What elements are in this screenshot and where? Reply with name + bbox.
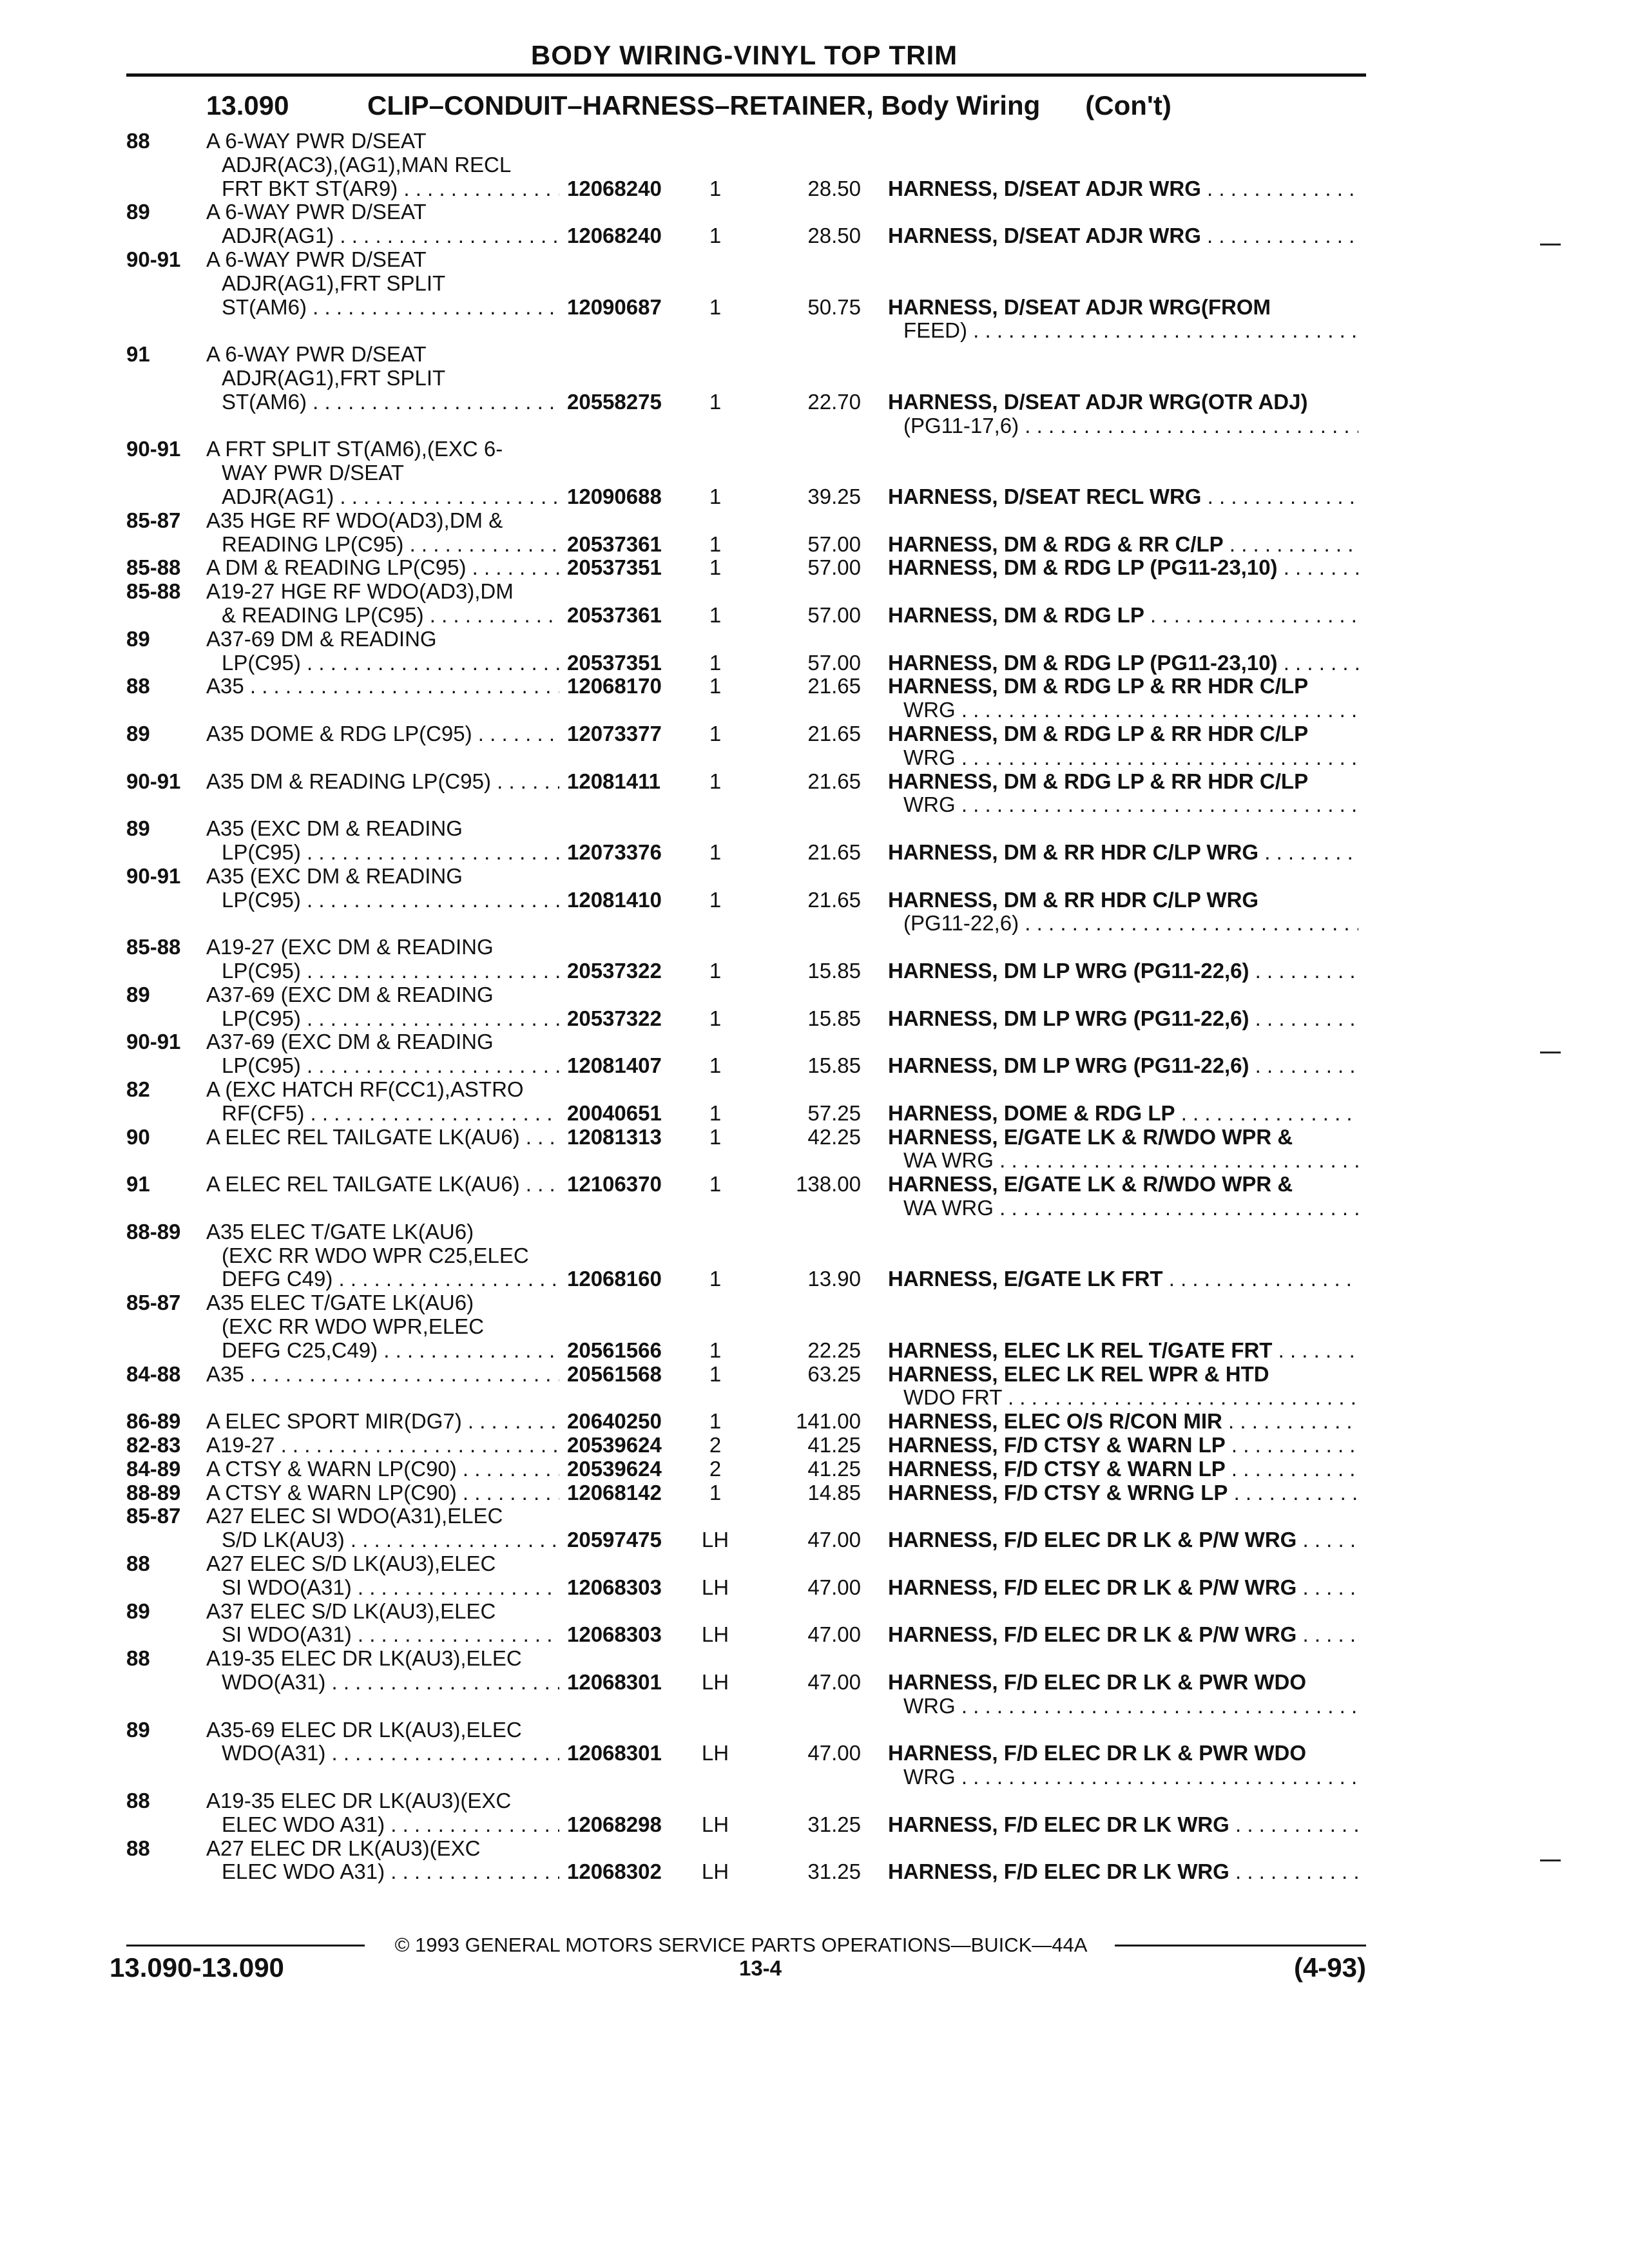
model-year: 86-89: [126, 1409, 181, 1434]
part-number: 12081411: [567, 769, 661, 793]
description-line: A19-35 ELEC DR LK(AU3)(EXC: [206, 1789, 512, 1812]
parts-row: [0, 1030, 1629, 1077]
parts-row: [0, 247, 1629, 343]
model-year: 89: [126, 982, 150, 1006]
description-line: LP(C95) . . .: [222, 1053, 559, 1077]
part-name: HARNESS, F/D CTSY & WARN LP . . .: [888, 1457, 1358, 1481]
parts-row: [0, 1504, 1629, 1552]
quantity: 1: [709, 650, 722, 675]
quantity: 1: [709, 1124, 722, 1149]
part-name: WDO FRT . . .: [903, 1385, 1358, 1409]
model-year: 89: [126, 816, 150, 841]
part-name: HARNESS, DM & RDG LP & RR HDR C/LP: [888, 674, 1309, 698]
price: 21.65: [807, 840, 861, 864]
description-line: A CTSY & WARN LP(C90) . . .: [206, 1481, 559, 1504]
description-line: A35 ELEC T/GATE LK(AU6): [206, 1219, 474, 1244]
parts-row: [0, 1552, 1629, 1599]
price: 41.25: [807, 1456, 861, 1481]
part-name: HARNESS, DM & RDG LP & RR HDR C/LP: [888, 722, 1309, 745]
footer-rule-left: [126, 1945, 365, 1946]
description-line: (EXC RR WDO WPR C25,ELEC: [222, 1243, 529, 1267]
description-line: WAY PWR D/SEAT: [222, 461, 404, 485]
description-line: A35 DM & READING LP(C95) . . .: [206, 769, 559, 793]
price: 141.00: [796, 1409, 861, 1434]
description-line: S/D LK(AU3) . . .: [222, 1528, 559, 1552]
part-number: 12068240: [567, 224, 662, 248]
description-line: A ELEC REL TAILGATE LK(AU6) . . .: [206, 1125, 559, 1149]
model-year: 90-91: [126, 769, 181, 793]
part-name: HARNESS, D/SEAT ADJR WRG(FROM: [888, 294, 1271, 319]
parts-row: [0, 816, 1629, 864]
price: 21.65: [807, 769, 861, 793]
part-number: 20539624: [567, 1456, 662, 1481]
parts-row: [0, 1717, 1629, 1789]
part-number: 12068303: [567, 1622, 662, 1647]
quantity: 1: [709, 555, 722, 580]
description-line: LP(C95) . . .: [222, 959, 559, 983]
parts-row: [0, 342, 1629, 437]
part-number: 12068303: [567, 1575, 662, 1599]
price: 13.90: [807, 1267, 861, 1291]
quantity: 1: [709, 1267, 722, 1291]
description-line: LP(C95) . . .: [222, 840, 559, 864]
description-line: A37 ELEC S/D LK(AU3),ELEC: [206, 1599, 496, 1623]
quantity: 1: [709, 224, 722, 248]
part-number: 12090688: [567, 484, 662, 508]
quantity: 1: [709, 294, 722, 319]
quantity: LH: [701, 1741, 729, 1765]
description-line: ADJR(AG1) . . .: [222, 224, 559, 247]
part-name: HARNESS, DM & RR HDR C/LP WRG: [888, 887, 1259, 912]
quantity: 1: [709, 389, 722, 414]
part-number: 12068301: [567, 1741, 662, 1765]
part-name: HARNESS, DM & RDG & RR C/LP . . .: [888, 532, 1358, 556]
description-line: A 6-WAY PWR D/SEAT: [206, 129, 427, 153]
part-number: 20597475: [567, 1528, 662, 1552]
description-line: A35 . . .: [206, 674, 559, 698]
description-line: ADJR(AG1),FRT SPLIT: [222, 271, 446, 295]
description-line: WDO(A31) . . .: [222, 1741, 559, 1765]
footer-copyright: © 1993 GENERAL MOTORS SERVICE PARTS OPERATIONS—BUICK—44A: [394, 1934, 1088, 1956]
price: 57.00: [807, 555, 861, 580]
description-line: LP(C95) . . .: [222, 888, 559, 912]
description-line: FRT BKT ST(AR9) . . .: [222, 177, 559, 200]
price: 47.00: [807, 1528, 861, 1552]
part-name: HARNESS, ELEC O/S R/CON MIR . . .: [888, 1409, 1358, 1433]
model-year: 90: [126, 1124, 150, 1149]
part-name: HARNESS, F/D ELEC DR LK & PWR WDO: [888, 1669, 1306, 1694]
price: 41.25: [807, 1433, 861, 1457]
price: 57.00: [807, 602, 861, 627]
part-name: HARNESS, E/GATE LK & R/WDO WPR &: [888, 1172, 1293, 1196]
model-year: 89: [126, 626, 150, 651]
part-number: 12081313: [567, 1124, 662, 1149]
description-line: A CTSY & WARN LP(C90) . . .: [206, 1457, 559, 1481]
part-name: WA WRG . . .: [903, 1148, 1358, 1172]
description-line: A FRT SPLIT ST(AM6),(EXC 6-: [206, 437, 503, 461]
part-number: 12068298: [567, 1812, 662, 1836]
part-number: 20040651: [567, 1100, 662, 1125]
parts-row: [0, 935, 1629, 983]
price: 50.75: [807, 294, 861, 319]
part-number: 20537361: [567, 532, 662, 556]
model-year: 82: [126, 1077, 150, 1101]
description-line: A27 ELEC SI WDO(A31),ELEC: [206, 1504, 503, 1528]
description-line: SI WDO(A31) . . .: [222, 1575, 559, 1599]
parts-row: [0, 1291, 1629, 1361]
model-year: 84-89: [126, 1456, 181, 1481]
description-line: ELEC WDO A31) . . .: [222, 1860, 559, 1883]
part-number: 20558275: [567, 389, 662, 414]
quantity: 1: [709, 840, 722, 864]
price: 57.00: [807, 532, 861, 556]
section-number: 13.090: [206, 90, 289, 120]
model-year: 88-89: [126, 1219, 181, 1244]
description-line: A 6-WAY PWR D/SEAT: [206, 200, 427, 224]
quantity: 2: [709, 1456, 722, 1481]
description-line: A 6-WAY PWR D/SEAT: [206, 247, 427, 271]
description-line: ADJR(AG1) . . .: [222, 485, 559, 508]
description-line: A37-69 DM & READING: [206, 626, 437, 651]
page-title: BODY WIRING-VINYL TOP TRIM: [530, 40, 958, 70]
parts-row: [0, 437, 1629, 508]
price: 22.70: [807, 389, 861, 414]
part-number: 20539624: [567, 1433, 662, 1457]
part-name: HARNESS, DM & RR HDR C/LP WRG . . .: [888, 840, 1358, 864]
model-year: 88: [126, 1646, 150, 1671]
price: 47.00: [807, 1741, 861, 1765]
description-line: ELEC WDO A31) . . .: [222, 1812, 559, 1836]
part-number: 12081407: [567, 1053, 662, 1078]
price: 31.25: [807, 1860, 861, 1884]
price: 39.25: [807, 484, 861, 508]
quantity: LH: [701, 1669, 729, 1694]
quantity: 1: [709, 1480, 722, 1504]
description-line: A27 ELEC DR LK(AU3)(EXC: [206, 1836, 481, 1860]
part-name: WRG . . .: [903, 1765, 1358, 1789]
model-year: 85-88: [126, 555, 181, 580]
part-number: 20561566: [567, 1338, 662, 1362]
description-line: SI WDO(A31) . . .: [222, 1622, 559, 1646]
parts-row: [0, 579, 1629, 627]
part-number: 12068142: [567, 1480, 662, 1504]
quantity: 1: [709, 722, 722, 745]
part-number: 12073377: [567, 722, 662, 745]
model-year: 90-91: [126, 247, 181, 271]
model-year: 90-91: [126, 437, 181, 461]
parts-row: [0, 555, 1629, 579]
part-name: HARNESS, DM & RDG LP & RR HDR C/LP: [888, 769, 1309, 793]
margin-tick: [1540, 244, 1561, 245]
quantity: LH: [701, 1575, 729, 1599]
model-year: 88: [126, 1836, 150, 1860]
description-line: A19-27 (EXC DM & READING: [206, 935, 494, 959]
description-line: ST(AM6) . . .: [222, 295, 559, 319]
description-line: A35 (EXC DM & READING: [206, 816, 463, 841]
price: 21.65: [807, 674, 861, 698]
description-line: ADJR(AC3),(AG1),MAN RECL: [222, 152, 512, 177]
part-name: HARNESS, E/GATE LK & R/WDO WPR &: [888, 1124, 1293, 1149]
footer-page-number: 13-4: [738, 1956, 782, 1980]
description-line: A DM & READING LP(C95) . . .: [206, 555, 559, 579]
part-name: HARNESS, D/SEAT ADJR WRG(OTR ADJ): [888, 389, 1308, 414]
description-line: A19-27 HGE RF WDO(AD3),DM: [206, 579, 514, 604]
footer-section-range: 13.090-13.090: [110, 1952, 284, 1983]
part-name: WRG . . .: [903, 745, 1358, 769]
description-line: A 6-WAY PWR D/SEAT: [206, 342, 427, 367]
description-line: (EXC RR WDO WPR,ELEC: [222, 1314, 485, 1338]
part-name: WRG . . .: [903, 793, 1358, 816]
description-line: A19-35 ELEC DR LK(AU3),ELEC: [206, 1646, 522, 1671]
model-year: 82-83: [126, 1433, 181, 1457]
price: 22.25: [807, 1338, 861, 1362]
parts-row: [0, 983, 1629, 1030]
model-year: 91: [126, 1172, 150, 1196]
price: 138.00: [796, 1172, 861, 1196]
quantity: 1: [709, 1361, 722, 1386]
model-year: 84-88: [126, 1361, 181, 1386]
parts-row: [0, 1409, 1629, 1433]
parts-row: [0, 129, 1629, 200]
model-year: 88: [126, 129, 150, 153]
part-name: HARNESS, F/D ELEC DR LK WRG . . .: [888, 1812, 1358, 1836]
description-line: A (EXC HATCH RF(CC1),ASTRO: [206, 1077, 524, 1101]
quantity: LH: [701, 1860, 729, 1884]
model-year: 85-87: [126, 508, 181, 532]
description-line: A ELEC REL TAILGATE LK(AU6) . . .: [206, 1172, 559, 1196]
description-line: A35 . . .: [206, 1362, 559, 1386]
description-line: & READING LP(C95) . . .: [222, 603, 559, 627]
part-name: (PG11-17,6) . . .: [903, 414, 1358, 437]
model-year: 89: [126, 1717, 150, 1742]
parts-row: [0, 200, 1629, 247]
section-continued: (Con't): [1085, 90, 1171, 120]
quantity: 1: [709, 484, 722, 508]
quantity: 1: [709, 1006, 722, 1030]
price: 14.85: [807, 1480, 861, 1504]
quantity: 1: [709, 1053, 722, 1078]
part-name: WRG . . .: [903, 1694, 1358, 1718]
part-number: 12068301: [567, 1669, 662, 1694]
model-year: 85-88: [126, 579, 181, 604]
part-name: HARNESS, DM LP WRG (PG11-22,6) . . .: [888, 1053, 1358, 1077]
description-line: A37-69 (EXC DM & READING: [206, 982, 494, 1006]
part-name: HARNESS, F/D ELEC DR LK & PWR WDO: [888, 1741, 1306, 1765]
part-number: 12090687: [567, 294, 662, 319]
model-year: 91: [126, 342, 150, 367]
description-line: A35-69 ELEC DR LK(AU3),ELEC: [206, 1717, 522, 1742]
parts-row: [0, 674, 1629, 722]
quantity: 1: [709, 532, 722, 556]
description-line: ST(AM6) . . .: [222, 390, 559, 414]
quantity: 1: [709, 769, 722, 793]
model-year: 88: [126, 674, 150, 698]
quantity: LH: [701, 1622, 729, 1647]
price: 63.25: [807, 1361, 861, 1386]
part-name: HARNESS, DM & RDG LP . . .: [888, 603, 1358, 627]
quantity: 2: [709, 1433, 722, 1457]
part-name: HARNESS, E/GATE LK FRT . . .: [888, 1267, 1358, 1291]
price: 57.25: [807, 1100, 861, 1125]
part-name: FEED) . . .: [903, 318, 1358, 342]
quantity: 1: [709, 887, 722, 912]
parts-row: [0, 1481, 1629, 1504]
price: 21.65: [807, 722, 861, 745]
part-name: HARNESS, D/SEAT ADJR WRG . . .: [888, 177, 1358, 200]
part-number: 12073376: [567, 840, 662, 864]
part-name: HARNESS, DM & RDG LP (PG11-23,10) . . .: [888, 555, 1358, 579]
part-name: HARNESS, DOME & RDG LP . . .: [888, 1101, 1358, 1125]
price: 28.50: [807, 176, 861, 200]
price: 15.85: [807, 1006, 861, 1030]
description-line: WDO(A31) . . .: [222, 1670, 559, 1694]
price: 28.50: [807, 224, 861, 248]
parts-row: [0, 508, 1629, 556]
quantity: 1: [709, 1409, 722, 1434]
model-year: 90-91: [126, 1030, 181, 1054]
part-name: HARNESS, DM LP WRG (PG11-22,6) . . .: [888, 959, 1358, 983]
quantity: LH: [701, 1812, 729, 1836]
part-name: WRG . . .: [903, 698, 1358, 722]
part-name: HARNESS, F/D ELEC DR LK & P/W WRG . . .: [888, 1528, 1358, 1552]
parts-row: [0, 1433, 1629, 1457]
model-year: 85-87: [126, 1291, 181, 1315]
part-name: WA WRG . . .: [903, 1196, 1358, 1220]
parts-row: [0, 1599, 1629, 1647]
description-line: A35 DOME & RDG LP(C95) . . .: [206, 722, 559, 745]
description-line: ADJR(AG1),FRT SPLIT: [222, 365, 446, 390]
part-number: 12068160: [567, 1267, 662, 1291]
quantity: 1: [709, 958, 722, 983]
part-number: 20640250: [567, 1409, 662, 1434]
parts-row: [0, 1646, 1629, 1718]
description-line: A35 HGE RF WDO(AD3),DM &: [206, 508, 503, 532]
model-year: 85-88: [126, 935, 181, 959]
model-year: 90-91: [126, 863, 181, 888]
price: 47.00: [807, 1622, 861, 1647]
part-name: HARNESS, D/SEAT RECL WRG . . .: [888, 485, 1358, 508]
model-year: 85-87: [126, 1504, 181, 1528]
part-number: 20537351: [567, 650, 662, 675]
quantity: 1: [709, 1338, 722, 1362]
part-number: 12068170: [567, 674, 662, 698]
price: 15.85: [807, 958, 861, 983]
description-line: READING LP(C95) . . .: [222, 532, 559, 556]
description-line: A27 ELEC S/D LK(AU3),ELEC: [206, 1552, 496, 1575]
parts-row: [0, 1789, 1629, 1836]
description-line: A37-69 (EXC DM & READING: [206, 1030, 494, 1054]
quantity: 1: [709, 1100, 722, 1125]
part-name: (PG11-22,6) . . .: [903, 911, 1358, 935]
parts-row: [0, 1172, 1629, 1220]
price: 42.25: [807, 1124, 861, 1149]
parts-row: [0, 1220, 1629, 1291]
parts-row: [0, 1457, 1629, 1481]
model-year: 88: [126, 1789, 150, 1812]
part-number: 20537351: [567, 555, 662, 580]
description-line: A19-27 . . .: [206, 1433, 559, 1457]
section-title: CLIP–CONDUIT–HARNESS–RETAINER, Body Wiring: [367, 90, 1041, 120]
part-number: 20537322: [567, 958, 662, 983]
part-name: HARNESS, F/D ELEC DR LK & P/W WRG . . .: [888, 1575, 1358, 1599]
parts-row: [0, 627, 1629, 675]
part-name: HARNESS, D/SEAT ADJR WRG . . .: [888, 224, 1358, 247]
part-number: 20561568: [567, 1361, 662, 1386]
price: 31.25: [807, 1812, 861, 1836]
part-number: 12106370: [567, 1172, 662, 1196]
quantity: 1: [709, 674, 722, 698]
quantity: 1: [709, 602, 722, 627]
parts-row: [0, 1125, 1629, 1173]
footer-rule-right: [1115, 1945, 1366, 1946]
footer-date-code: (4-93): [1293, 1952, 1366, 1983]
price: 57.00: [807, 650, 861, 675]
description-line: DEFG C25,C49) . . .: [222, 1338, 559, 1362]
description-line: A35 (EXC DM & READING: [206, 863, 463, 888]
part-number: 12068302: [567, 1860, 662, 1884]
parts-row: [0, 1362, 1629, 1410]
description-line: DEFG C49) . . .: [222, 1267, 559, 1291]
quantity: LH: [701, 1528, 729, 1552]
description-line: LP(C95) . . .: [222, 651, 559, 675]
quantity: 1: [709, 1172, 722, 1196]
part-name: HARNESS, F/D ELEC DR LK & P/W WRG . . .: [888, 1622, 1358, 1646]
price: 21.65: [807, 887, 861, 912]
margin-tick: [1540, 1052, 1561, 1053]
description-line: A ELEC SPORT MIR(DG7) . . .: [206, 1409, 559, 1433]
parts-row: [0, 1836, 1629, 1884]
part-number: 12068240: [567, 176, 662, 200]
part-name: HARNESS, F/D CTSY & WRNG LP . . .: [888, 1481, 1358, 1504]
description-line: LP(C95) . . .: [222, 1006, 559, 1030]
parts-row: [0, 1077, 1629, 1125]
model-year: 89: [126, 1599, 150, 1623]
part-name: HARNESS, DM & RDG LP (PG11-23,10) . . .: [888, 651, 1358, 675]
part-name: HARNESS, ELEC LK REL WPR & HTD: [888, 1361, 1269, 1386]
price: 15.85: [807, 1053, 861, 1078]
description-line: A35 ELEC T/GATE LK(AU6): [206, 1291, 474, 1315]
model-year: 89: [126, 722, 150, 745]
part-number: 20537322: [567, 1006, 662, 1030]
part-number: 12081410: [567, 887, 662, 912]
part-number: 20537361: [567, 602, 662, 627]
model-year: 89: [126, 200, 150, 224]
parts-row: [0, 863, 1629, 936]
part-name: HARNESS, F/D ELEC DR LK WRG . . .: [888, 1860, 1358, 1883]
model-year: 88: [126, 1552, 150, 1575]
price: 47.00: [807, 1669, 861, 1694]
part-name: HARNESS, F/D CTSY & WARN LP . . .: [888, 1433, 1358, 1457]
parts-row: [0, 769, 1629, 817]
description-line: RF(CF5) . . .: [222, 1101, 559, 1125]
margin-tick: [1540, 1860, 1561, 1861]
part-name: HARNESS, ELEC LK REL T/GATE FRT . . .: [888, 1338, 1358, 1362]
quantity: 1: [709, 176, 722, 200]
parts-row: [0, 722, 1629, 769]
price: 47.00: [807, 1575, 861, 1599]
part-name: HARNESS, DM LP WRG (PG11-22,6) . . .: [888, 1006, 1358, 1030]
model-year: 88-89: [126, 1480, 181, 1504]
